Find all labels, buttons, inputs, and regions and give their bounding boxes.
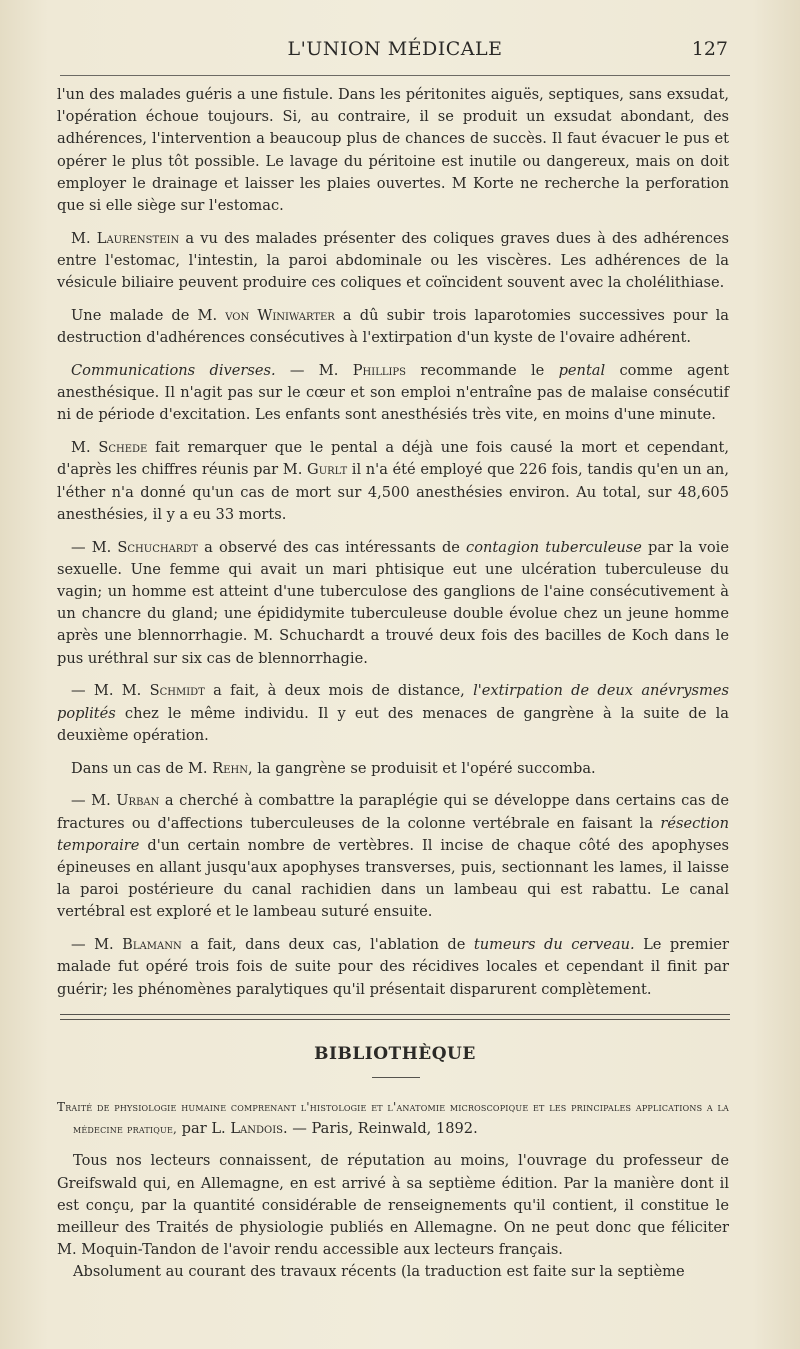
paragraph-text: — M. bbox=[71, 936, 123, 954]
running-title: L'UNION MÉDICALE bbox=[287, 38, 503, 60]
header-rule bbox=[60, 75, 730, 76]
paragraph-text: a fait, à deux mois de distance, bbox=[204, 682, 474, 700]
italic-term: pental bbox=[558, 362, 606, 380]
paragraph-rehn bbox=[57, 758, 729, 780]
article-body bbox=[57, 84, 729, 1011]
paragraph-text: Dans un cas de M. bbox=[71, 759, 213, 777]
section-title: BIBLIOTHÈQUE bbox=[314, 1044, 476, 1064]
section-heading: Communications diverses. bbox=[71, 362, 276, 380]
paragraph-text: a cherché à combattre la paraplégie qui se développe dans certains cas de fractures ou d'affections tuberculeuses de la colonne vertébrale en faisant la bbox=[57, 792, 729, 832]
paragraph-text: Le premier malade fut opéré trois fois de suite pour des récidives locales et cependant il finit par guérir; les phénomènes paralytiques qu'il présentait disparurent complètement. bbox=[57, 936, 729, 998]
paragraph-text: a fait, dans deux cas, l'ablation de bbox=[181, 936, 474, 954]
paragraph-text: a dû subir trois laparotomies successives pour la destruction d'adhérences consécutives à l'extirpation d'un kyste de l'ovaire adhérent. bbox=[57, 307, 729, 347]
surgeon-name: M. Laurenstein bbox=[71, 229, 180, 247]
review-paragraph: Absolument au courant des travaux récents (la traduction est faite sur la septième bbox=[73, 1263, 685, 1281]
bibliography-section bbox=[57, 1096, 729, 1284]
surgeon-name: Phillips bbox=[352, 362, 407, 380]
paragraph-text: a observé des cas intéressants de bbox=[198, 538, 467, 556]
paragraph-blamann bbox=[57, 934, 729, 1001]
section-divider bbox=[60, 1014, 730, 1020]
paragraph-text: l'un des malades guéris a une fistule. Dans les péritonites aiguës, septiques, sans exsudat, l'opération échoue toujours. Si, au contraire, il se produit un exsudat abondant, des adhérences, l'intervention a beaucoup plus de chances de succès. Il faut évacuer le pus et opérer le plus tôt possible. Le lavage du péritoine est inutile ou dangereux, mais on doit employer le drainage et laisser les plaies ouvertes. M Korte ne recherche la perforation que si elle siège sur l'estomac. bbox=[57, 86, 729, 215]
paragraph-schuchardt bbox=[57, 537, 729, 670]
surgeon-name: Gurlt bbox=[307, 461, 348, 479]
surgeon-name: Urban bbox=[116, 792, 160, 810]
paragraph-text: — M. M. bbox=[71, 682, 150, 700]
paragraph-text: par la voie sexuelle. Une femme qui avait un mari phtisique eut une ulcération tuberculeuse du vagin; un homme est atteint d'une tuberculose des ganglions de l'aine consécutivement à un chancre du gland; une épididymite tuberculeuse double évolue chez un jeune homme après une blennorrhagie. M. Schuchardt a trouvé deux fois des bacilles de Koch dans le pus uréthral sur six cas de blennorrhagie. bbox=[57, 538, 729, 667]
italic-term: résection temporaire bbox=[57, 814, 729, 854]
page-header bbox=[60, 38, 730, 68]
surgeon-name: Schmidt bbox=[149, 682, 205, 700]
paragraph-phillips bbox=[57, 360, 729, 427]
author-name: Landois bbox=[230, 1120, 283, 1138]
paragraph-text: Une malade de M. bbox=[71, 307, 226, 325]
paragraph-text: comme agent anesthésique. Il n'agit pas sur le cœur et son emploi n'entraîne pas de malaise consécutif ni de période d'excitation. Les enfants sont anesthésiés très vite, en moins d'une minute. bbox=[57, 362, 730, 424]
paragraph-schmidt bbox=[57, 680, 729, 747]
surgeon-name: Schuchardt bbox=[117, 538, 199, 556]
reference-text: . — Paris, Reinwald, 1892. bbox=[283, 1120, 478, 1138]
paragraph-text: d'un certain nombre de vertèbres. Il incise de chaque côté des apophyses épineuses en allant jusqu'aux apophyses transverses, puis, sectionnant les lames, il laisse la paroi postérieure du canal rachidien dans un lambeau qui est rabattu. Le canal vertébral est exploré et le lambeau suturé ensuite. bbox=[57, 836, 729, 921]
surgeon-name: Blamann bbox=[122, 936, 182, 954]
paragraph-winiwarter bbox=[57, 305, 729, 349]
paragraph-schede bbox=[57, 437, 729, 526]
paragraph-text: il n'a été employé que 226 fois, tandis qu'en un an, l'éther n'a donné qu'un cas de mort sur 4,500 anesthésies environ. Au total, sur 48,605 anesthésies, il y a eu 33 morts. bbox=[57, 461, 729, 523]
page-number: 127 bbox=[691, 38, 728, 60]
paragraph-text: — M. bbox=[71, 792, 117, 810]
paragraph-korte bbox=[57, 84, 729, 217]
paragraph-laurenstein bbox=[57, 228, 729, 295]
review-paragraph: Tous nos lecteurs connaissent, de réputation au moins, l'ouvrage du professeur de Greifswald qui, en Allemagne, en est arrivé à sa septième édition. Par la manière dont il est conçu, par la quantité considérable de renseignements qu'il contient, il constitue le meilleur des Traités de physiologie publiés en Allemagne. On ne peut donc que féliciter M. Moquin-Tandon de l'avoir rendu accessible aux lecteurs français. bbox=[57, 1152, 729, 1259]
book-title: Traité de physiologie humaine comprenant l'histologie et l'anatomie microscopique et les principales applications a la médecine pratique, bbox=[57, 1100, 729, 1137]
reference-text: par L. bbox=[177, 1120, 231, 1138]
paragraph-text: M. bbox=[71, 439, 99, 457]
paragraph-text: — M. bbox=[275, 362, 353, 380]
book-reference bbox=[57, 1096, 729, 1140]
surgeon-name: Rehn bbox=[212, 759, 248, 777]
italic-term: tumeurs du cerveau. bbox=[473, 936, 635, 954]
paragraph-text: a vu des malades présenter des coliques graves dues à des adhérences entre l'estomac, l'intestin, la paroi abdominale ou les viscères. Les adhérences de la vésicule biliaire peuvent produire ces coliques et coïncident souvent avec la cholélithiase. bbox=[57, 229, 729, 292]
paragraph-text: — M. bbox=[71, 538, 118, 556]
paragraph-text: , la gangrène se produisit et l'opéré succomba. bbox=[247, 759, 596, 777]
surgeon-name: von Winiwarter bbox=[225, 307, 335, 325]
paragraph-text: recommande le bbox=[406, 362, 559, 380]
title-underline bbox=[372, 1077, 420, 1078]
italic-term: l'extirpation de deux anévrysmes poplités bbox=[57, 682, 729, 722]
paragraph-text: fait remarquer que le pental a déjà une fois causé la mort et cependant, d'après les chiffres réunis par M. bbox=[57, 439, 729, 479]
surgeon-name: Schede bbox=[98, 439, 148, 457]
italic-term: contagion tuberculeuse bbox=[466, 538, 642, 556]
paragraph-text: chez le même individu. Il y eut des menaces de gangrène à la suite de la deuxième opération. bbox=[57, 704, 729, 744]
paragraph-urban bbox=[57, 790, 729, 923]
